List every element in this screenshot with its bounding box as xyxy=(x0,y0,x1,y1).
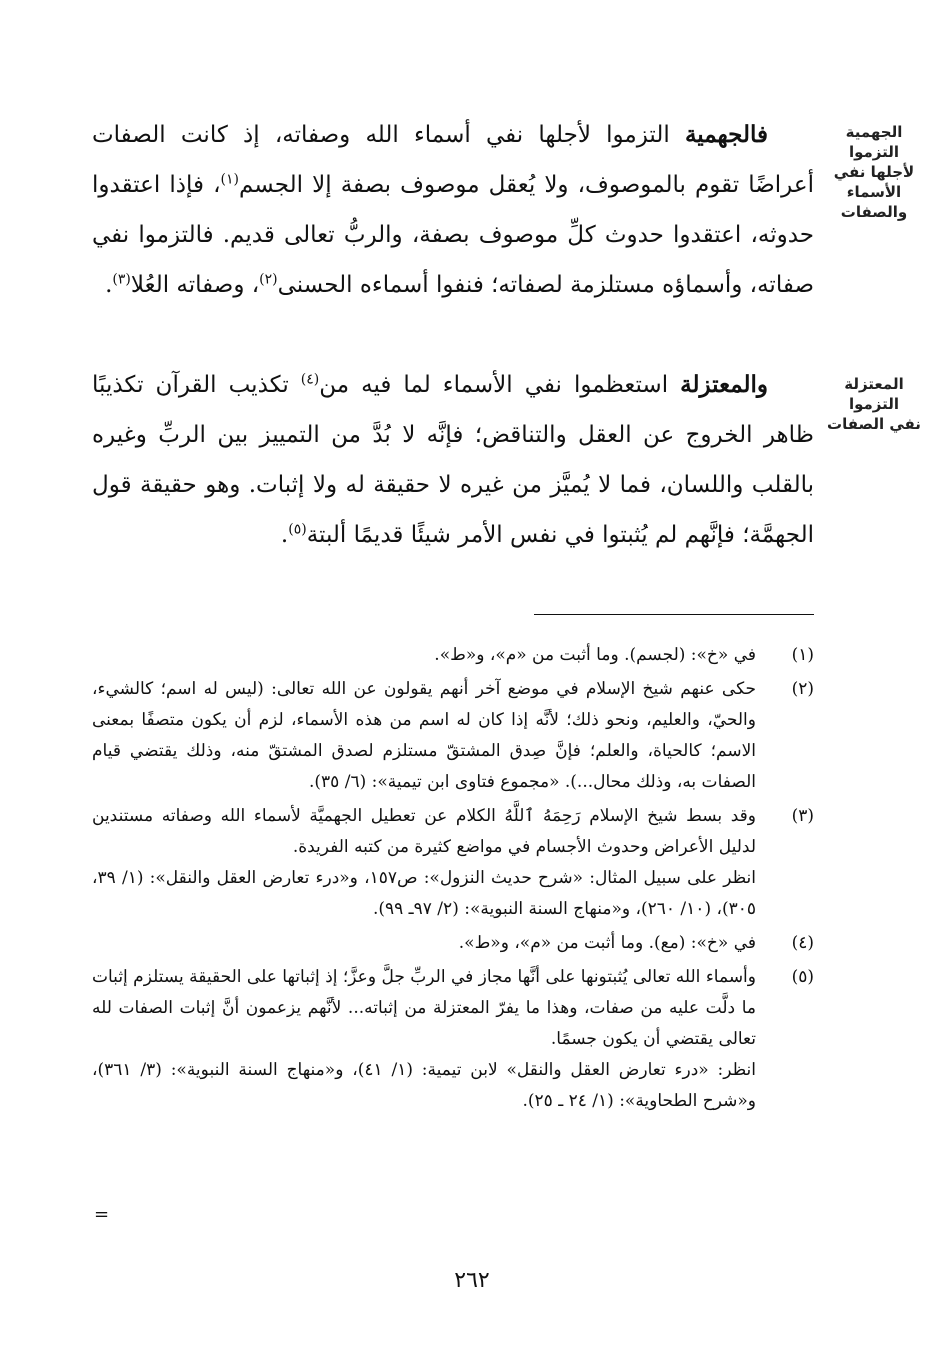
page-number: ٢٦٢ xyxy=(454,1268,490,1293)
paragraph-segment: التزموا لأجلها نفي أسماء الله وصفاته، إذ كانت الصفات أعراضًا تقوم بالموصوف، ولا يُعقل موصوف بصفة إلا الجسم xyxy=(92,122,814,198)
footnote-text: في «خ»: (لجسم). وما أثبت من «م»، و«ط». xyxy=(434,645,756,665)
margin-note-jahmiyya xyxy=(818,122,930,222)
paragraph-segment: ، وصفاته العُلا xyxy=(130,272,260,298)
footnote-marker: (١) xyxy=(220,171,239,188)
paragraph-lead: والمعتزلة xyxy=(680,371,768,398)
footnotes xyxy=(92,640,814,1120)
footnote-marker: (٤) xyxy=(300,371,320,388)
footnote-marker: (٥) xyxy=(288,521,307,538)
paragraph-segment: . xyxy=(105,272,113,298)
margin-note-line: الأسماء والصفات xyxy=(840,183,908,221)
paragraph-segment: استعظموا نفي الأسماء لما فيه من xyxy=(319,372,681,398)
margin-note-line: نفي الصفات xyxy=(827,415,921,433)
footnote-3 xyxy=(92,801,814,925)
footnote-number: (٣) xyxy=(791,806,814,826)
paragraph-lead: فالجهمية xyxy=(684,121,768,148)
footnote-text: حكى عنهم شيخ الإسلام في موضع آخر أنهم يقولون عن الله تعالى: (ليس له اسم؛ كالشيء، والحيّ، والعليم، ونحو ذلك؛ لأنَّه إذا كان له اسم من هذه الأسماء، لزم أن يكون متصفًا بمعنى الاسم؛ كالحياة، والعلم؛ فإنَّ صِدق المشتقّ مستلزم لصدق المشتقّ منه، وذلك يقتضي قيام الصفات به، وذلك محال...). «مجموع فتاوى ابن تيمية»: (٦/ ٣٥). xyxy=(92,679,756,792)
footnote-text: في «خ»: (مع). وما أثبت من «م»، و«ط». xyxy=(458,933,756,953)
footnote-text: وأسماء الله تعالى يُثبتونها على أنَّها مجاز في الربِّ جلَّ وعزَّ؛ إذ إثباتها على الحقيقة يستلزم إثبات ما دلَّت عليه من صفات، وهذا ما يفرّ المعتزلة من إثباته... لأنَّهم يزعمون أنَّ إثبات الصفات لله تعالى يقتضي أن يكون جسمًا. xyxy=(92,967,756,1049)
footnote-number: (٥) xyxy=(791,967,814,987)
footnote-2 xyxy=(92,674,814,798)
footnote-reference: انظر: «درء تعارض العقل والنقل» لابن تيمية: (١/ ٤١)، و«منهاج السنة النبوية»: (٣/ ٣٦١)، و«شرح الطحاوية»: (١/ ٢٤ ـ ٢٥). xyxy=(92,1060,757,1111)
margin-note-mutazila xyxy=(818,374,930,434)
footnote-5 xyxy=(92,962,814,1117)
paragraph-segment: . xyxy=(280,522,289,548)
paragraph-text xyxy=(92,360,814,560)
footnote-separator xyxy=(534,614,814,615)
paragraph-jahmiyya xyxy=(92,110,814,310)
footnote-text: وقد بسط شيخ الإسلام رَحِمَهُ ٱللَّهُ الكلام عن تعطيل الجهميَّة لأسماء الله وصفاته مستندين لدليل الأعراض وحدوث الأجسام في مواضع كثيرة من كتبه الفريدة. xyxy=(92,806,756,857)
footnote-number: (٢) xyxy=(791,679,814,699)
paragraph-text xyxy=(92,110,814,310)
footnote-4 xyxy=(92,928,814,959)
footnote-number: (١) xyxy=(791,645,814,665)
margin-note-line: المعتزلة التزموا xyxy=(844,375,904,413)
paragraph-mutazila xyxy=(92,360,814,560)
footnote-marker: (٢) xyxy=(259,271,278,288)
paragraph-segment: ، فإذا اعتقدوا حدوثه، اعتقدوا حدوث كلِّ موصوف بصفة، والربُّ تعالى قديم. فالتزموا نفي صفاته، وأسماؤه مستلزمة لصفاته؛ فنفوا أسماءه الحسنى xyxy=(92,172,814,298)
footnote-reference: انظر على سبيل المثال: «شرح حديث النزول»: ص١٥٧، و«درء تعارض العقل والنقل»: (١/ ٣٩، ٣٠٥)، (١٠/ ٢٦٠)، و«منهاج السنة النبوية»: (٢/ ٩٧ـ ٩٩). xyxy=(92,868,756,919)
footnote-1 xyxy=(92,640,814,671)
paragraph-segment: تكذيب القرآن تكذيبًا ظاهر الخروج عن العقل والتناقض؛ فإنَّه لا بُدَّ من التمييز بين الربِّ وغيره بالقلب واللسان، فما لا يُميَّز من غيره لا حقيقة له ولا إثبات. وهو حقيقة قول الجهمَّة؛ فإنَّهم لم يُثبتوا في نفس الأمر شيئًا قديمًا ألبتة xyxy=(92,372,814,548)
margin-note-line: لأجلها نفي xyxy=(833,163,915,181)
footnote-marker: (٣) xyxy=(112,271,131,288)
margin-note-line: الجهمية التزموا xyxy=(845,123,903,161)
footnote-number: (٤) xyxy=(791,933,814,953)
continuation-mark: = xyxy=(94,1204,110,1225)
